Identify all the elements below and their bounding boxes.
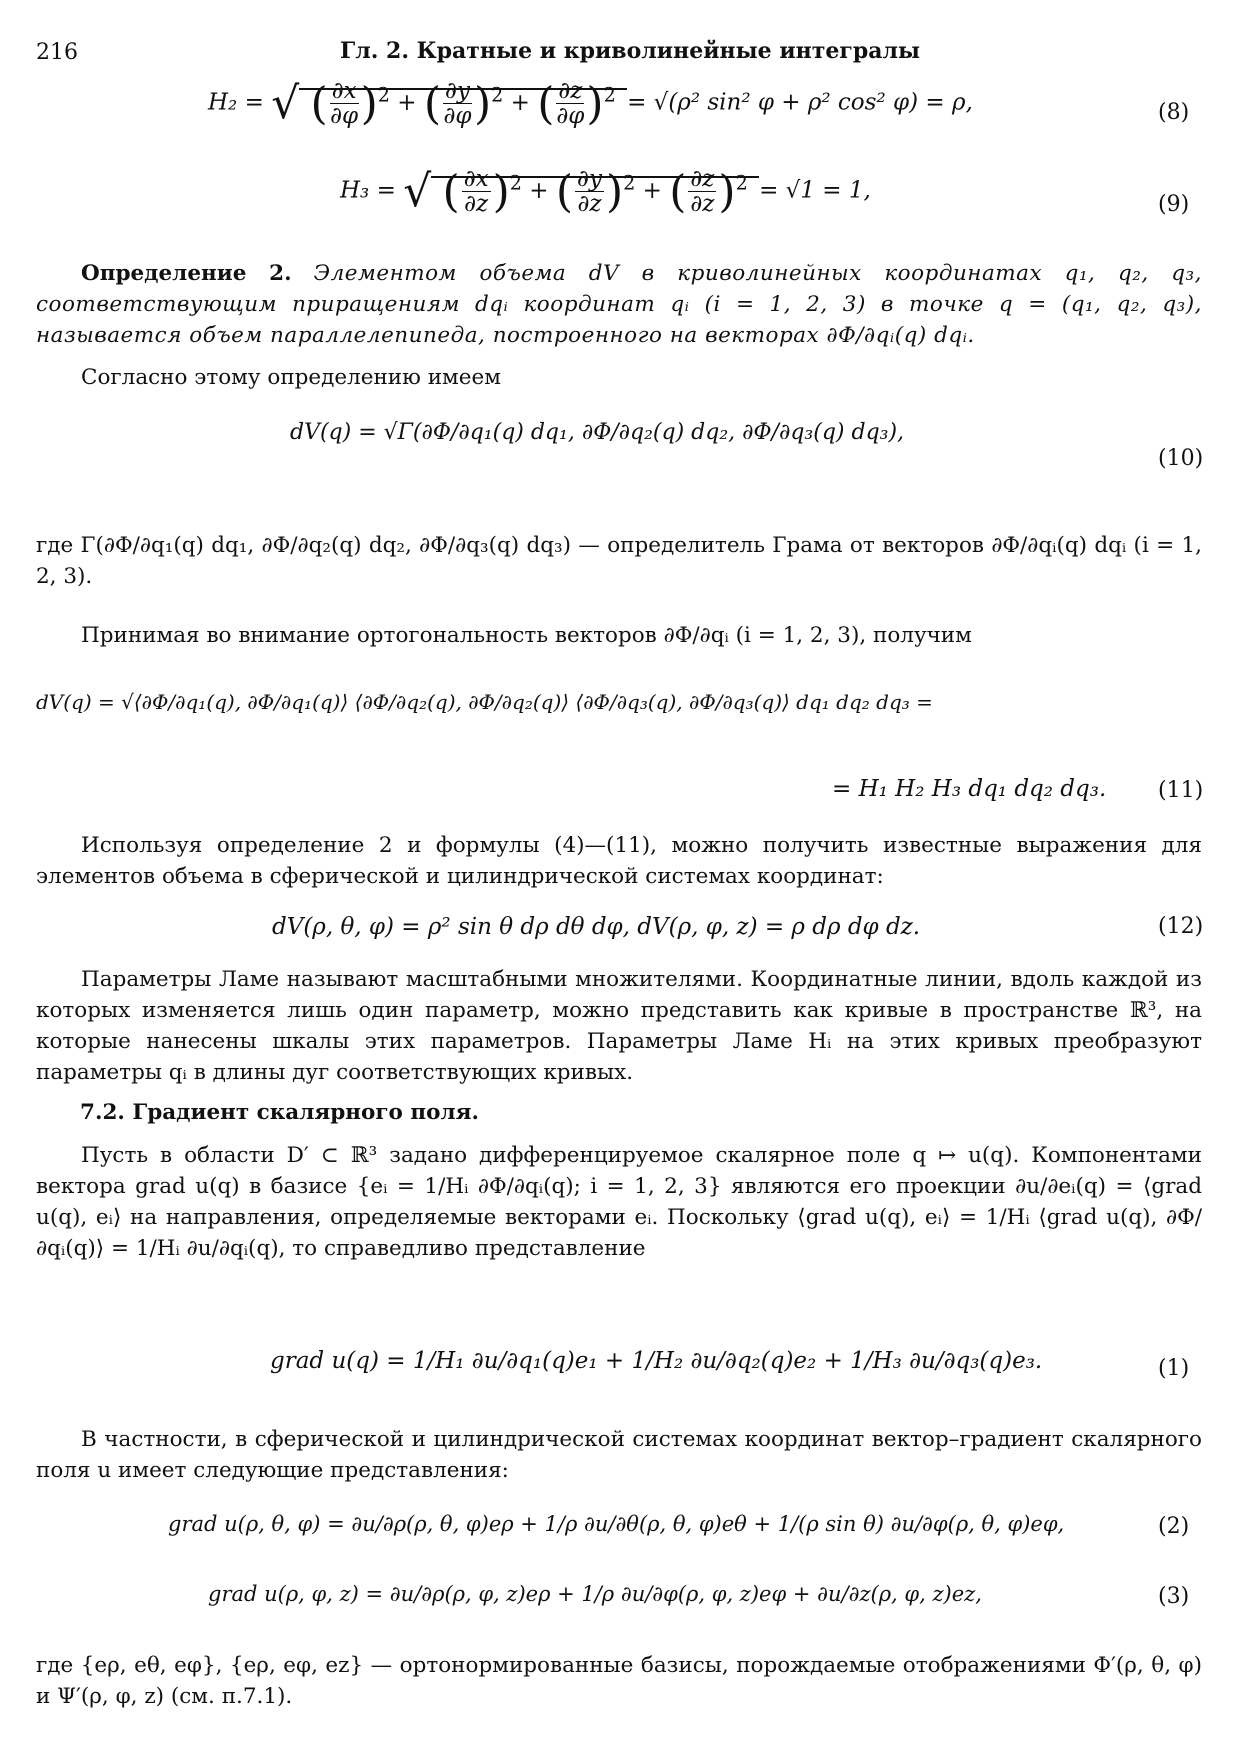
equation-11-line-2: = H₁ H₂ H₃ dq₁ dq₂ dq₃. [832, 776, 1107, 802]
equation-number-3: (3) [1158, 1584, 1190, 1609]
equation-number-9: (9) [1158, 192, 1190, 217]
paragraph-particular: В частности, в сферической и цилиндрической системах координат вектор–градиент скалярного поля u имеет следующие представления: [36, 1427, 1202, 1483]
paragraph-gradient: Пусть в области D′ ⊂ ℝ³ задано дифференцируемое скалярное поле q ↦ u(q). Компонентами вектора grad u(q) в базисе {eᵢ = 1/Hᵢ ∂Φ/∂qᵢ(q); i = 1, 2, 3} являются его проекции ∂u/∂eᵢ(q) = ⟨grad u(q), eᵢ⟩ на направления, определяемые векторами eᵢ. Поскольку ⟨grad u(q), eᵢ⟩ = 1/Hᵢ ⟨grad u(q), ∂Φ/∂qᵢ(q)⟩ = 1/Hᵢ ∂u/∂qᵢ(q), то справедливо представление [36, 1143, 1202, 1261]
paragraph-using: Используя определение 2 и формулы (4)—(11), можно получить известные выражения для элементов объема в сферической и цилиндрической системах координат: [36, 833, 1202, 889]
equation-10: dV(q) = √Γ(∂Φ/∂q₁(q) dq₁, ∂Φ/∂q₂(q) dq₂, ∂Φ/∂q₃(q) dq₃), [290, 420, 905, 445]
section-heading: 7.2. Градиент скалярного поля. [80, 1100, 479, 1125]
equation-8: H₂ = √ ( $\frac{\partial x}{\partial\varphi}$ )$^2$ + ( $\frac{\partial y}{\partial\varphi}$ )$^2$ + ( $\frac{\partial z}{\partial\varphi}$ )$^2$ = √(ρ² sin² φ + ρ² cos² φ) = ρ, [208, 77, 973, 129]
equation-1: grad u(q) = 1/H₁ ∂u/∂q₁(q)e₁ + 1/H₂ ∂u/∂q₂(q)e₂ + 1/H₃ ∂u/∂q₃(q)e₃. [270, 1348, 1043, 1374]
paragraph-accord: Согласно этому определению имеем [81, 365, 501, 390]
page-number: 216 [36, 40, 78, 65]
definition-body: Элементом объема dV в криволинейных координатах q₁, q₂, q₃, соответствующим приращениям dqᵢ координат qᵢ (i = 1, 2, 3) в точке q = (q₁, q₂, q₃), называется объем параллелепипеда, построенного на векторах ∂Φ/∂qᵢ(q) dqᵢ. [36, 261, 1202, 348]
equation-number-10: (10) [1158, 446, 1204, 471]
equation-9: H₃ = √ ( $\frac{\partial x}{\partial z}$ )$^2$ + ( $\frac{\partial y}{\partial z}$ )$^2$ + ( $\frac{\partial z}{\partial z}$ )$^2$ = √1 = 1, [340, 165, 871, 217]
definition-2 [36, 258, 1202, 351]
equation-number-12: (12) [1158, 914, 1204, 939]
paragraph-lame: Параметры Ламе называют масштабными множителями. Координатные линии, вдоль каждой из которых изменяется лишь один параметр, можно представить как кривые в пространстве ℝ³, на которые нанесены шкалы этих параметров. Параметры Ламе Hᵢ на этих кривых преобразуют параметры qᵢ в длины дуг соответствующих кривых. [36, 967, 1202, 1085]
equation-12: dV(ρ, θ, φ) = ρ² sin θ dρ dθ dφ, dV(ρ, φ, z) = ρ dρ dφ dz. [272, 914, 921, 940]
equation-11-line-1: dV(q) = √⟨∂Φ/∂q₁(q), ∂Φ/∂q₁(q)⟩ ⟨∂Φ/∂q₂(q), ∂Φ/∂q₂(q)⟩ ⟨∂Φ/∂q₃(q), ∂Φ/∂q₃(q)⟩ dq₁ dq₂ dq₃ = [36, 690, 933, 714]
definition-label: Определение 2. [81, 261, 292, 286]
running-title: Гл. 2. Кратные и криволинейные интегралы [340, 38, 921, 64]
paragraph-bases: где {eρ, eθ, eφ}, {eρ, eφ, ez} — ортонормированные базисы, порождаемые отображениями Φ′(ρ, θ, φ) и Ψ′(ρ, φ, z) (см. п.7.1). [36, 1653, 1202, 1709]
paragraph-gram: где Γ(∂Φ/∂q₁(q) dq₁, ∂Φ/∂q₂(q) dq₂, ∂Φ/∂q₃(q) dq₃) — определитель Грама от векторов ∂Φ/∂qᵢ(q) dqᵢ (i = 1, 2, 3). [36, 533, 1202, 589]
equation-number-1: (1) [1158, 1356, 1190, 1381]
equation-3: grad u(ρ, φ, z) = ∂u/∂ρ(ρ, φ, z)eρ + 1/ρ ∂u/∂φ(ρ, φ, z)eφ + ∂u/∂z(ρ, φ, z)ez, [208, 1582, 982, 1606]
equation-number-2: (2) [1158, 1514, 1190, 1539]
equation-number-8: (8) [1158, 100, 1190, 125]
paragraph-orthogonality: Принимая во внимание ортогональность векторов ∂Φ/∂qᵢ (i = 1, 2, 3), получим [81, 623, 972, 648]
equation-number-11: (11) [1158, 778, 1204, 803]
equation-2: grad u(ρ, θ, φ) = ∂u/∂ρ(ρ, θ, φ)eρ + 1/ρ ∂u/∂θ(ρ, θ, φ)eθ + 1/(ρ sin θ) ∂u/∂φ(ρ, θ, φ)eφ, [168, 1512, 1065, 1536]
